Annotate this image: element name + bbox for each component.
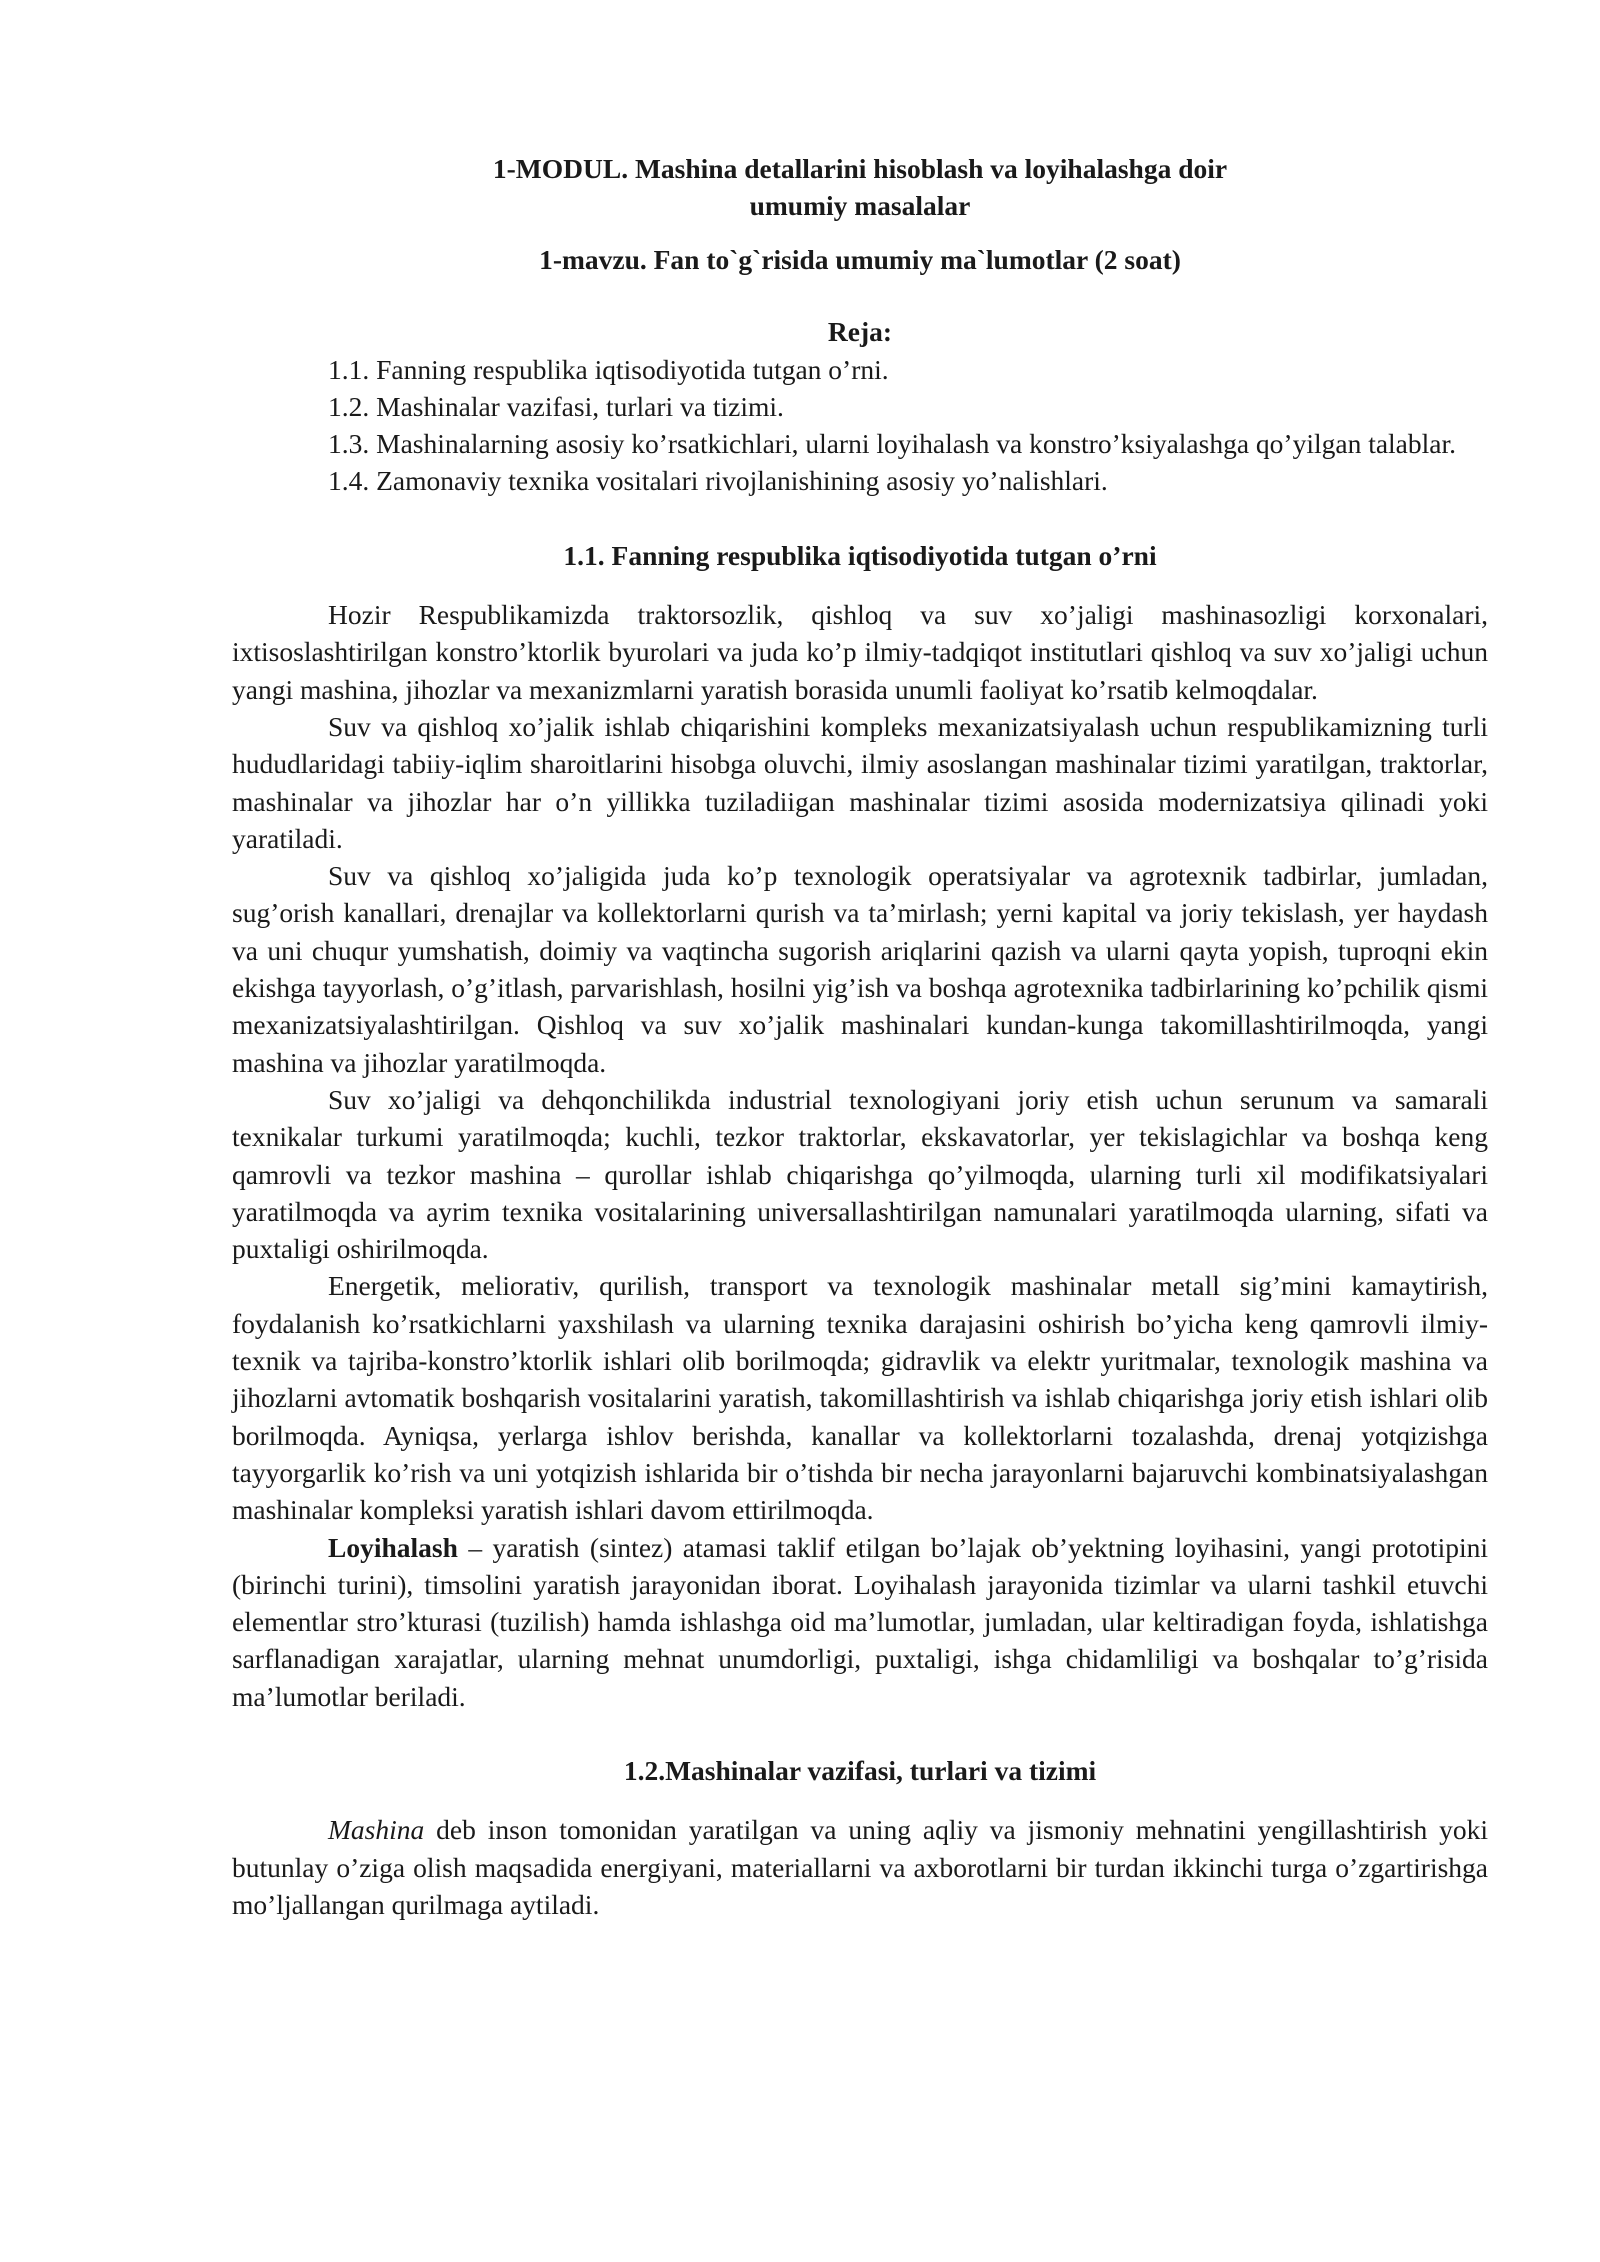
loyihalash-term: Loyihalash bbox=[328, 1531, 458, 1563]
module-title bbox=[232, 150, 1488, 224]
mashina-text: deb inson tomonidan yaratilgan va uning aqliy va jismoniy mehnatini yengillashtirish yoki butunlay o’ziga olish maqsadida energiyani, materiallarni va axborotlarni bir turdan ikkinchi turga o’zgartirishga mo’ljallangan qurilmaga aytiladi. bbox=[232, 1814, 1488, 1920]
paragraph: Suv va qishloq xo’jaligida juda ko’p texnologik operatsiyalar va agrotexnik tadbirlar, jumladan, sug’orish kanallari, drenajlar va kollektorlarni qurish va ta’mirlash; yerni kapital va joriy tekislash, yer haydash va uni chuqur yumshatish, doimiy va vaqtincha sugorish ariqlarini qazish va ularni qayta yopish, tuproqni ekin ekishga tayyorlash, o’g’itlash, parvarishlash, hosilni yig’ish va boshqa agrotexnika tadbirlarining ko’pchilik qismi mexanizatsiyalashtirilgan. Qishloq va suv xo’jalik mashinalari kundan-kunga takomillashtirilmoqda, yangi mashina va jihozlar yaratilmoqda. bbox=[232, 860, 1488, 1078]
plan-list bbox=[232, 351, 1488, 500]
plan-item: 1.4. Zamonaviy texnika vositalari rivojlanishining asosiy yo’nalishlari. bbox=[328, 465, 1108, 497]
topic-title: 1-mavzu. Fan to`g`risida umumiy ma`lumotlar (2 soat) bbox=[539, 244, 1181, 275]
section-1-title: 1.1. Fanning respublika iqtisodiyotida tutgan o’rni bbox=[563, 539, 1157, 571]
document-page bbox=[232, 150, 1488, 1923]
loyihalash-text: – yaratish (sintez) atamasi taklif etilgan bo’lajak ob’yektning loyihasini, yangi prototipini (birinchi turini), timsolini yaratish jarayonidan iborat. Loyihalash jarayonida tizimlar va ularni tashkil etuvchi elementlar stro’kturasi (tuzilish) hamda ishlashga oid ma’lumotlar, jumladan, ular keltiradigan foyda, ishlatishga sarflanadigan xarajatlar, ularning mehnat unumdorligi, puxtaligi, ishga chidamliligi va boshqalar to’g’risida ma’lumotlar beriladi. bbox=[232, 1531, 1488, 1712]
mashina-paragraph bbox=[232, 1811, 1488, 1923]
mashina-term: Mashina bbox=[328, 1814, 425, 1846]
plan-item: 1.3. Mashinalarning asosiy ko’rsatkichlari, ularni loyihalash va konstro’ksiyalashga qo’yilgan talablar. bbox=[328, 428, 1456, 460]
plan-title: Reja: bbox=[827, 316, 893, 348]
paragraph: Energetik, meliorativ, qurilish, transport va texnologik mashinalar metall sig’mini kamaytirish, foydalanish ko’rsatkichlarni yaxshilash va ularning texnika darajasini oshirish bo’yicha keng qamrovli ilmiy-texnik va tajriba-konstro’ktorlik ishlari olib borilmoqda; gidravlik va elektr yuritmalar, texnologik mashina va jihozlarni avtomatik boshqarish vositalarini yaratish, takomillashtirish va ishlab chiqarishga joriy etish ishlari olib borilmoqda. Ayniqsa, yerlarga ishlov berishda, kanallar va kollektorlarni tozalashda, drenaj yotqizishga tayyorgarlik ko’rish va uni yotqizish ishlarida bir o’tishda bir necha jarayonlarni bajaruvchi kombinatsiyalashgan mashinalar kompleksi yaratish ishlari davom ettirilmoqda. bbox=[232, 1270, 1488, 1526]
section-2-title: 1.2.Mashinalar vazifasi, turlari va tizimi bbox=[623, 1754, 1097, 1786]
paragraph: Suv xo’jaligi va dehqonchilikda industrial texnologiyani joriy etish uchun serunum va samarali texnikalar turkumi yaratilmoqda; kuchli, tezkor traktorlar, ekskavatorlar, yer tekislagichlar va boshqa keng qamrovli va tezkor mashina – qurollar ishlab chiqarishga qo’yilmoqda, ularning turli xil modifikatsiyalari yaratilmoqda va ayrim texnika vositalarining universallashtirilgan namunalari yaratilmoqda ularning, sifati va puxtaligi oshirilmoqda. bbox=[232, 1083, 1488, 1265]
module-title-line2: umumiy masalalar bbox=[749, 190, 971, 221]
paragraph: Suv va qishloq xo’jalik ishlab chiqarishini kompleks mexanizatsiyalash uchun respublikamizning turli hududlaridagi tabiiy-iqlim sharoitlarini hisobga oluvchi, ilmiy asoslangan mashinalar tizimi yaratilgan, traktorlar, mashinalar va jihozlar har o’n yillikka tuziladiigan mashinalar tizimi asosida modernizatsiya qilinadi yoki yaratiladi. bbox=[232, 710, 1488, 854]
plan-item: 1.1. Fanning respublika iqtisodiyotida tutgan o’rni. bbox=[328, 353, 889, 385]
module-title-line1: 1-MODUL. Mashina detallarini hisoblash va loyihalashga doir bbox=[492, 153, 1228, 184]
paragraph: Hozir Respublikamizda traktorsozlik, qishloq va suv xo’jaligi mashinasozligi korxonalari, ixtisoslashtirilgan konstro’ktorlik byurolari va juda ko’p ilmiy-tadqiqot institutlari qishloq va suv xo’jaligi uchun yangi mashina, jihozlar va mexanizmlarni yaratish borasida unumli faoliyat ko’rsatib kelmoqdalar. bbox=[232, 599, 1488, 705]
plan-item: 1.2. Mashinalar vazifasi, turlari va tizimi. bbox=[328, 390, 784, 422]
loyihalash-paragraph bbox=[232, 1529, 1488, 1715]
